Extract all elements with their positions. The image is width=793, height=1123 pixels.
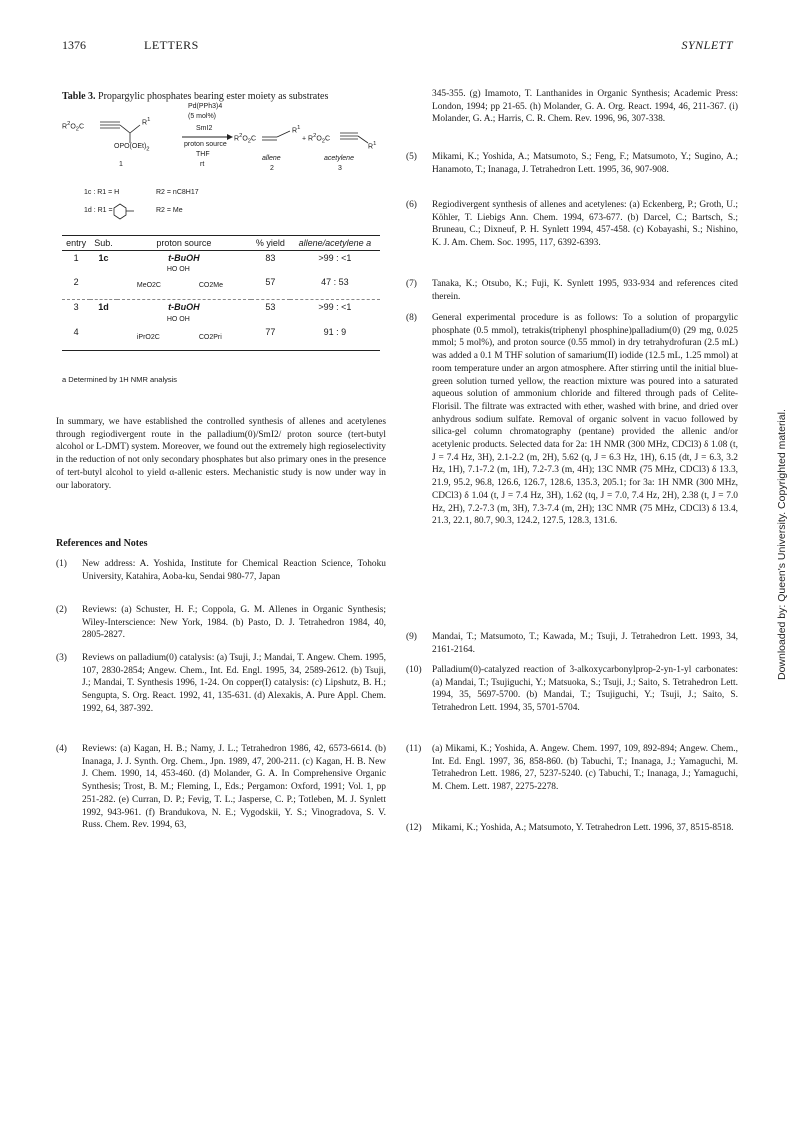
reference-text: Regiodivergent synthesis of allenes and acetylenes: (a) Eckenberg, P.; Groth, U.; Köhler, T. Liebigs Ann. Chem. 1994, 673-677. (b) Darcel, C.; Bartsch, S.; Bruneau, C.; Dixneuf, P. H. Synlett 1994, 457-458. (c) Kobayashi, S.; Nishino, K. J. Am. Chem. Soc. 1995, 117, 6392-6393. [432, 200, 738, 249]
proton-cell: t-BuOH [168, 253, 200, 263]
running-header [62, 38, 733, 54]
table-caption [62, 91, 328, 102]
reference-number: (12) [406, 823, 422, 833]
ratio-cell: 47 : 53 [321, 277, 349, 287]
summary-paragraph: In summary, we have established the controlled synthesis of allenes and acetylenes through regiodivergent route in the palladium(0)/SmI2/ proton source (tert-butyl alcohol or L-DMT) system. Moreover, we found out the extremely high regioselectivity in the reduction of not only secondary phosphates but also primary ones in the presence of tert-butyl alcohol to yield α-allenic esters. Mechanistic study is now under way in our laboratory. [56, 417, 386, 491]
substrate-number: 1 [119, 161, 123, 168]
reference-number: (11) [406, 744, 422, 754]
table-row [62, 300, 380, 315]
references-heading: References and Notes [56, 538, 148, 549]
reference-text: New address: A. Yoshida, Institute for Chemical Reaction Science, Tohoku University, Katahira, Aoba-ku, Sendai 980-77, Japan [82, 559, 386, 582]
substrate-1d: 1d : R1 = [84, 207, 113, 214]
reaction-scheme: $R^2O_2C$ $R^1$ $OPO(OEt)_2$ 1 Pd(PPh3)4 (5 mol%) SmI2 proton source THF rt $R^2O_2C$ $R^1$ + $R^2O_2C$ $R^1$ allene 2 acetylene 3 1c : R1 = H R2 = nC8H17 1d : R1 = R2 = Me [62, 103, 382, 231]
col-yield: % yield [251, 236, 290, 251]
struct-left: MeO2C [136, 282, 161, 289]
allene-label: allene [262, 155, 281, 162]
col-ratio: allene/acetylene a [290, 236, 380, 251]
allene-number: 2 [270, 165, 274, 172]
reference-text: Mandai, T.; Matsumoto, T.; Kawada, M.; Tsuji, J. Tetrahedron Lett. 1993, 34, 2161-2164. [432, 632, 738, 655]
ratio-cell: >99 : <1 [290, 300, 380, 315]
sub-cell: 1d [90, 300, 117, 315]
acetylene-number: 3 [338, 165, 342, 172]
table-footnote: a Determined by 1H NMR analysis [62, 375, 178, 384]
proton-cell [117, 314, 251, 351]
reference-number: (7) [406, 279, 417, 289]
struct-top: HO OH [166, 266, 190, 273]
reagent: SmI2 [196, 125, 213, 132]
acetylene-label: acetylene [324, 155, 354, 162]
reference-number: (3) [56, 653, 67, 663]
tartrate-structure [129, 316, 239, 346]
substrate-1c-r2: R2 = nC8H17 [156, 189, 199, 196]
yield-cell: 57 [265, 277, 276, 287]
entry-cell: 3 [62, 300, 90, 315]
table-label: Table 3. [62, 91, 96, 102]
journal-name: SYNLETT [681, 38, 733, 52]
reference-text: Mikami, K.; Yoshida, A.; Matsumoto, Y. Tetrahedron Lett. 1996, 37, 8515-8518. [432, 823, 734, 833]
substrate-1d-r2: R2 = Me [156, 207, 183, 214]
ratio-cell: 91 : 9 [290, 314, 380, 351]
reference-number: (9) [406, 632, 417, 642]
entry-cell: 1 [73, 253, 79, 263]
col-proton-source: proton source [117, 236, 251, 251]
table-row [62, 251, 380, 266]
col-entry: entry [62, 236, 90, 251]
yield-cell: 83 [265, 253, 276, 263]
reference-text: Palladium(0)-catalyzed reaction of 3-alkoxycarbonylprop-2-yn-1-yl carbonates: (a) Mandai, T.; Tsujiguchi, Y.; Matsuoka, S.; Tsuji, J.; Saito, S. Tetrahedron Lett. 1994, 35, 5697-5700. (b) Mandai, T.; Tsujiguchi, Y.; Tsuji, J.; Saito, S. Tetrahedron Lett. 1994, 35, 5701-5704. [432, 665, 738, 714]
solvent: THF [196, 151, 210, 158]
struct-top: HO OH [166, 316, 190, 323]
entry-cell: 4 [62, 314, 90, 351]
sub-cell [90, 314, 117, 351]
sub-cell [90, 265, 117, 300]
table-title: Propargylic phosphates bearing ester moiety as substrates [98, 91, 329, 102]
reference-text: Tanaka, K.; Otsubo, K.; Fuji, K. Synlett 1995, 933-934 and references cited therein. [432, 279, 738, 302]
struct-right: CO2Pri [198, 334, 222, 341]
table-header-row [62, 236, 380, 251]
yield-cell: 77 [251, 314, 290, 351]
table-row [62, 314, 380, 351]
reference-text: Reviews: (a) Schuster, H. F.; Coppola, G. M. Allenes in Organic Synthesis; Wiley-Interscience: New York, 1984. (b) Pasto, D. J. Tetrahedron 1984, 40, 2805-2827. [82, 605, 386, 641]
ratio-cell: >99 : <1 [318, 253, 352, 263]
proton-cell: t-BuOH [117, 300, 251, 315]
download-watermark: Downloaded by: Queen's University. Copyrighted material. [776, 409, 788, 680]
section-label: LETTERS [144, 38, 199, 52]
reference-number: (5) [406, 152, 417, 162]
yield-cell: 53 [251, 300, 290, 315]
tartrate-structure [129, 266, 239, 296]
reference-text: (a) Mikami, K.; Yoshida, A. Angew. Chem. 1997, 109, 892-894; Angew. Chem., Int. Ed. Engl. 1997, 36, 858-860. (b) Tabuchi, T.; Inanaga, J.; Yamaguchi, M. Tetrahedron Lett. 1986, 27, 5237-5240. (c) Tabuchi, T.; Inanaga, J.; Yamaguchi, M. Chem. Lett. 1987, 2275-2278. [432, 744, 738, 793]
entry-cell: 2 [73, 277, 79, 287]
struct-left: iPrO2C [136, 334, 160, 341]
reference-number: (1) [56, 559, 67, 569]
reference-number: (2) [56, 605, 67, 615]
page-number: 1376 [62, 38, 86, 52]
proton-cell [117, 265, 251, 300]
struct-right: CO2Me [198, 282, 223, 289]
col-sub: Sub. [90, 236, 117, 251]
catalyst-load: (5 mol%) [188, 113, 217, 120]
temperature: rt [200, 161, 205, 168]
reference-text: Mikami, K.; Yoshida, A.; Matsumoto, S.; Feng, F.; Matsumoto, Y.; Sugino, A.; Hanamoto, T.; Inanaga, J. Tetrahedron Lett. 1995, 36, 907-908. [432, 152, 738, 175]
reference-text: Reviews on palladium(0) catalysis: (a) Tsuji, J.; Mandai, T. Angew. Chem. 1995, 107, 2830-2854; Angew. Chem., Int. Ed. Engl. 1995, 34, 2589-2612. (b) Tsuji, J.; Mandai, T. Synthesis 1996, 1-24. On copper(I) catalysis: (c) Lipshutz, B. H.; Sengupta, S. Org. React. 1992, 41, 135-631. (d) Alexakis, A. Pure Appl. Chem. 1992, 64, 387-392. [82, 653, 386, 714]
reference-number: (4) [56, 744, 67, 754]
catalyst: Pd(PPh3)4 [188, 103, 223, 110]
substrate-1c: 1c : R1 = H [84, 189, 120, 196]
reference-text: Reviews: (a) Kagan, H. B.; Namy, J. L.; Tetrahedron 1986, 42, 6573-6614. (b) Inanaga, J. J. Synth. Org. Chem., Jpn. 1989, 47, 200-211. (c) Kagan, H. B. New J. Chem. 1990, 14, 453-460. (d) Molander, G. A. In Comprehensive Organic Synthesis; Trost, B. M.; Fleming, I., Eds.; Pergamon: Oxford, 1991; Vol. 1, pp 251-282. (e) Curran, D. P.; Fevig, T. L.; Jasperse, C. P.; Totleben, M. J. Synlett 1992, 943-961. (f) Brandukova, N. E.; Vygodskii, Y. S.; Vinogradova, S. V. Russ. Chem. Rev. 1994, 63, [82, 744, 386, 831]
sub-cell: 1c [98, 253, 109, 263]
reference-number: (8) [406, 313, 417, 323]
reference-text: General experimental procedure is as follows: To a solution of propargylic phosphate (0.5 mmol), tetrakis(triphenyl phosphine)palladium(0) (29 mg, 0.025 mmol; 5 mol%), and proton source (0.55 mmol) in dry tetrahydrofuran (2.5 mL) was added a 0.1 M THF solution of samarium(II) iodide (12.5 mL, 1.25 mmol) at room temperature under an argon atmosphere. After stirring until the initial blue-green solution turned yellow, the reaction mixture was poured into a saturated aqueous solution of ammonium chloride and filtered through pads of Celite-Florisil. The filtrate was extracted with ether, washed with brine, and dried over anhydrous sodium sulfate. Removal of organic solvent in vacuo followed by silica-gel column chromatography (pentane) provided the allenic and/or acetylenic products. Selected data for 2a: 1H NMR (300 MHz, CDCl3) δ 1.08 (t, J = 7.4 Hz, 3H), 2.1-2.2 (m, 2H), 5.62 (q, J = 6.3 Hz, 1H), 6.15 (dt, J = 6.3, 3.2 Hz, 1H), 7.1-7.2 (m, 1H), 7.2-7.3 (m, 4H); 13C NMR (75 MHz, CDCl3) δ 13.3, 21.9, 95.2, 96.8, 126.6, 126.7, 128.6, 135.3, 205.1; for 3a: 1H NMR (300 MHz, CDCl3) δ 1.04 (t, J = 7.4 Hz, 3H), 1.62 (tq, J = 7.0, 7.4 Hz, 2H), 2.38 (t, J = 7.0 Hz, 2H), 7.2-7.3 (m, 3H), 7.3-7.4 (m, 2H); 13C NMR (75 MHz, CDCl3) δ 13.4, 21.3, 22.1, 80.7, 90.3, 124.2, 127.5, 128.3, 131.6. [432, 313, 738, 527]
table-row [62, 265, 380, 300]
proton-source-label: proton source [184, 141, 227, 148]
reference-continuation: 345-355. (g) Imamoto, T. Lanthanides in Organic Synthesis; Academic Press: London, 1994; pp 21-65. (h) Molander, G. A. Org. React. 1994, 46, 211-367. (i) Molander, G. A.; Harris, C. R. Chem. Rev. 1996, 96, 307-338. [432, 89, 738, 125]
reference-number: (6) [406, 200, 417, 210]
results-table [62, 235, 380, 351]
reference-number: (10) [406, 665, 422, 675]
